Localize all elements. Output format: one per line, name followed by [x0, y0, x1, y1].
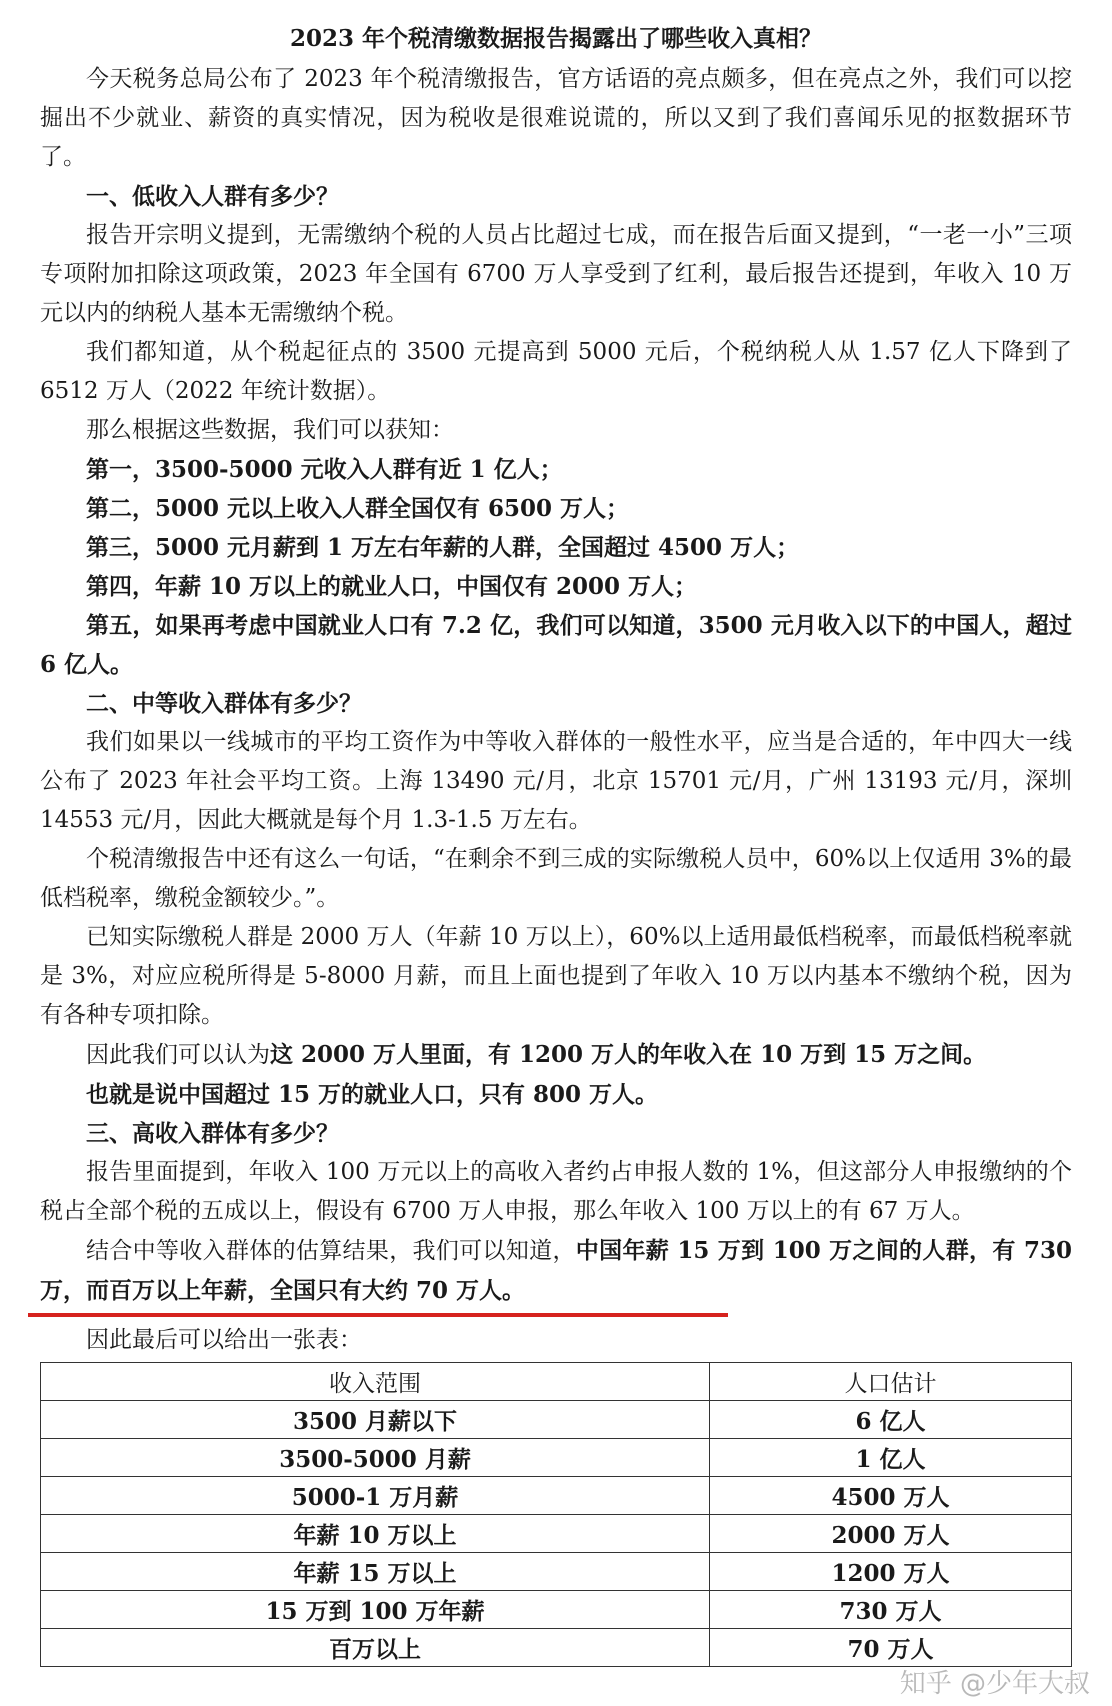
point-1: 第一，3500-5000 元收入人群有近 1 亿人； [86, 456, 563, 483]
section1-paragraph-1: 报告开宗明义提到，无需缴纳个税的人员占比超过七成，而在报告后面又提到，“一老一小”三项专项附加扣除这项政策，2023 年全国有 6700 万人享受到了红利，最后报告还提到，年收入 10 万元以内的纳税人基本无需缴纳个税。 [40, 222, 1072, 326]
table-row [41, 1591, 1072, 1629]
population-cell: 6 亿人 [710, 1401, 1072, 1439]
population-cell: 730 万人 [710, 1591, 1072, 1629]
income-range-cell: 百万以上 [41, 1629, 710, 1667]
point-4: 第四，年薪 10 万以上的就业人口，中国仅有 2000 万人； [86, 573, 698, 600]
table-row [41, 1477, 1072, 1515]
table-row [41, 1439, 1072, 1477]
table-header-population: 人口估计 [710, 1363, 1072, 1401]
income-range-cell: 15 万到 100 万年薪 [41, 1591, 710, 1629]
section2-paragraph-2: 个税清缴报告中还有这么一句话，“在剩余不到三成的实际缴税人员中，60%以上仅适用 3%的最低档税率，缴税金额较少。”。 [40, 846, 1072, 911]
table-row [41, 1515, 1072, 1553]
income-range-cell: 年薪 10 万以上 [41, 1515, 710, 1553]
section2-paragraph-3: 已知实际缴税人群是 2000 万人（年薪 10 万以上），60%以上适用最低档税率，而最低档税率就是 3%，对应应税所得是 5-8000 月薪，而且上面也提到了年收入 10 万以内基本不缴纳个税，因为有各种专项扣除。 [40, 924, 1072, 1028]
red-underline [28, 1313, 728, 1317]
section2-paragraph-1: 我们如果以一线城市的平均工资作为中等收入群体的一般性水平，应当是合适的，年中四大一线公布了 2023 年社会平均工资。上海 13490 元/月，北京 15701 元/月，广州 13193 元/月，深圳 14553 元/月，因此大概就是每个月 1.3-1.5 万左右。 [40, 729, 1072, 833]
section2-paragraph-5: 也就是说中国超过 15 万的就业人口，只有 800 万人。 [86, 1081, 659, 1108]
article-title: 2023 年个税清缴数据报告揭露出了哪些收入真相？ [289, 25, 823, 52]
population-cell: 1200 万人 [710, 1553, 1072, 1591]
income-range-cell: 3500-5000 月薪 [41, 1439, 710, 1477]
section1-paragraph-2: 我们都知道，从个税起征点的 3500 元提高到 5000 元后，个税纳税人从 1.57 亿人下降到了 6512 万人（2022 年统计数据）。 [40, 339, 1072, 404]
population-cell: 1 亿人 [710, 1439, 1072, 1477]
income-range-cell: 3500 月薪以下 [41, 1401, 710, 1439]
section3-paragraph-3: 因此最后可以给出一张表： [86, 1327, 362, 1353]
point-2: 第二，5000 元以上收入人群全国仅有 6500 万人； [86, 495, 630, 522]
section3-p2-bold: 中国年薪 15 万到 100 万之间的人群，有 730 万，而百万以上年薪，全国只有大约 70 万人。 [40, 1237, 1072, 1304]
section1-paragraph-3: 那么根据这些数据，我们可以获知： [86, 417, 454, 443]
income-range-cell: 年薪 15 万以上 [41, 1553, 710, 1591]
section3-paragraph-2 [40, 1231, 1072, 1311]
table-header-income-range: 收入范围 [41, 1363, 710, 1401]
section3-heading: 三、高收入群体有多少？ [86, 1120, 339, 1147]
point-3: 第三，5000 元月薪到 1 万左右年薪的人群，全国超过 4500 万人； [86, 534, 800, 561]
section3-p2-prefix: 结合中等收入群体的估算结果，我们可以知道， [86, 1238, 576, 1264]
intro-paragraph: 今天税务总局公布了 2023 年个税清缴报告，官方话语的亮点颇多，但在亮点之外，我们可以挖掘出不少就业、薪资的真实情况，因为税收是很难说谎的，所以又到了我们喜闻乐见的抠数据环节了。 [40, 66, 1072, 170]
table-row [41, 1553, 1072, 1591]
population-cell: 4500 万人 [710, 1477, 1072, 1515]
section2-paragraph-4 [40, 1035, 1072, 1075]
population-cell: 70 万人 [710, 1629, 1072, 1667]
income-range-cell: 5000-1 万月薪 [41, 1477, 710, 1515]
population-cell: 2000 万人 [710, 1515, 1072, 1553]
section3-paragraph-1: 报告里面提到，年收入 100 万元以上的高收入者约占申报人数的 1%，但这部分人申报缴纳的个税占全部个税的五成以上，假设有 6700 万人申报，那么年收入 100 万以上的有 67 万人。 [40, 1159, 1072, 1224]
section2-p4-bold: 这 2000 万人里面，有 1200 万人的年收入在 10 万到 15 万之间。 [270, 1041, 987, 1068]
table-row [41, 1629, 1072, 1667]
point-5: 第五，如果再考虑中国就业人口有 7.2 亿，我们可以知道，3500 元月收入以下的中国人，超过 6 亿人。 [40, 612, 1072, 678]
income-table [40, 1362, 1072, 1667]
section2-heading: 二、中等收入群体有多少？ [86, 690, 362, 717]
table-header-row [41, 1363, 1072, 1401]
section2-p4-prefix: 因此我们可以认为 [86, 1042, 270, 1068]
section1-heading: 一、低收入人群有多少？ [86, 183, 339, 210]
table-row [41, 1401, 1072, 1439]
zhihu-watermark: 知乎 @少年大叔 [899, 1669, 1090, 1699]
